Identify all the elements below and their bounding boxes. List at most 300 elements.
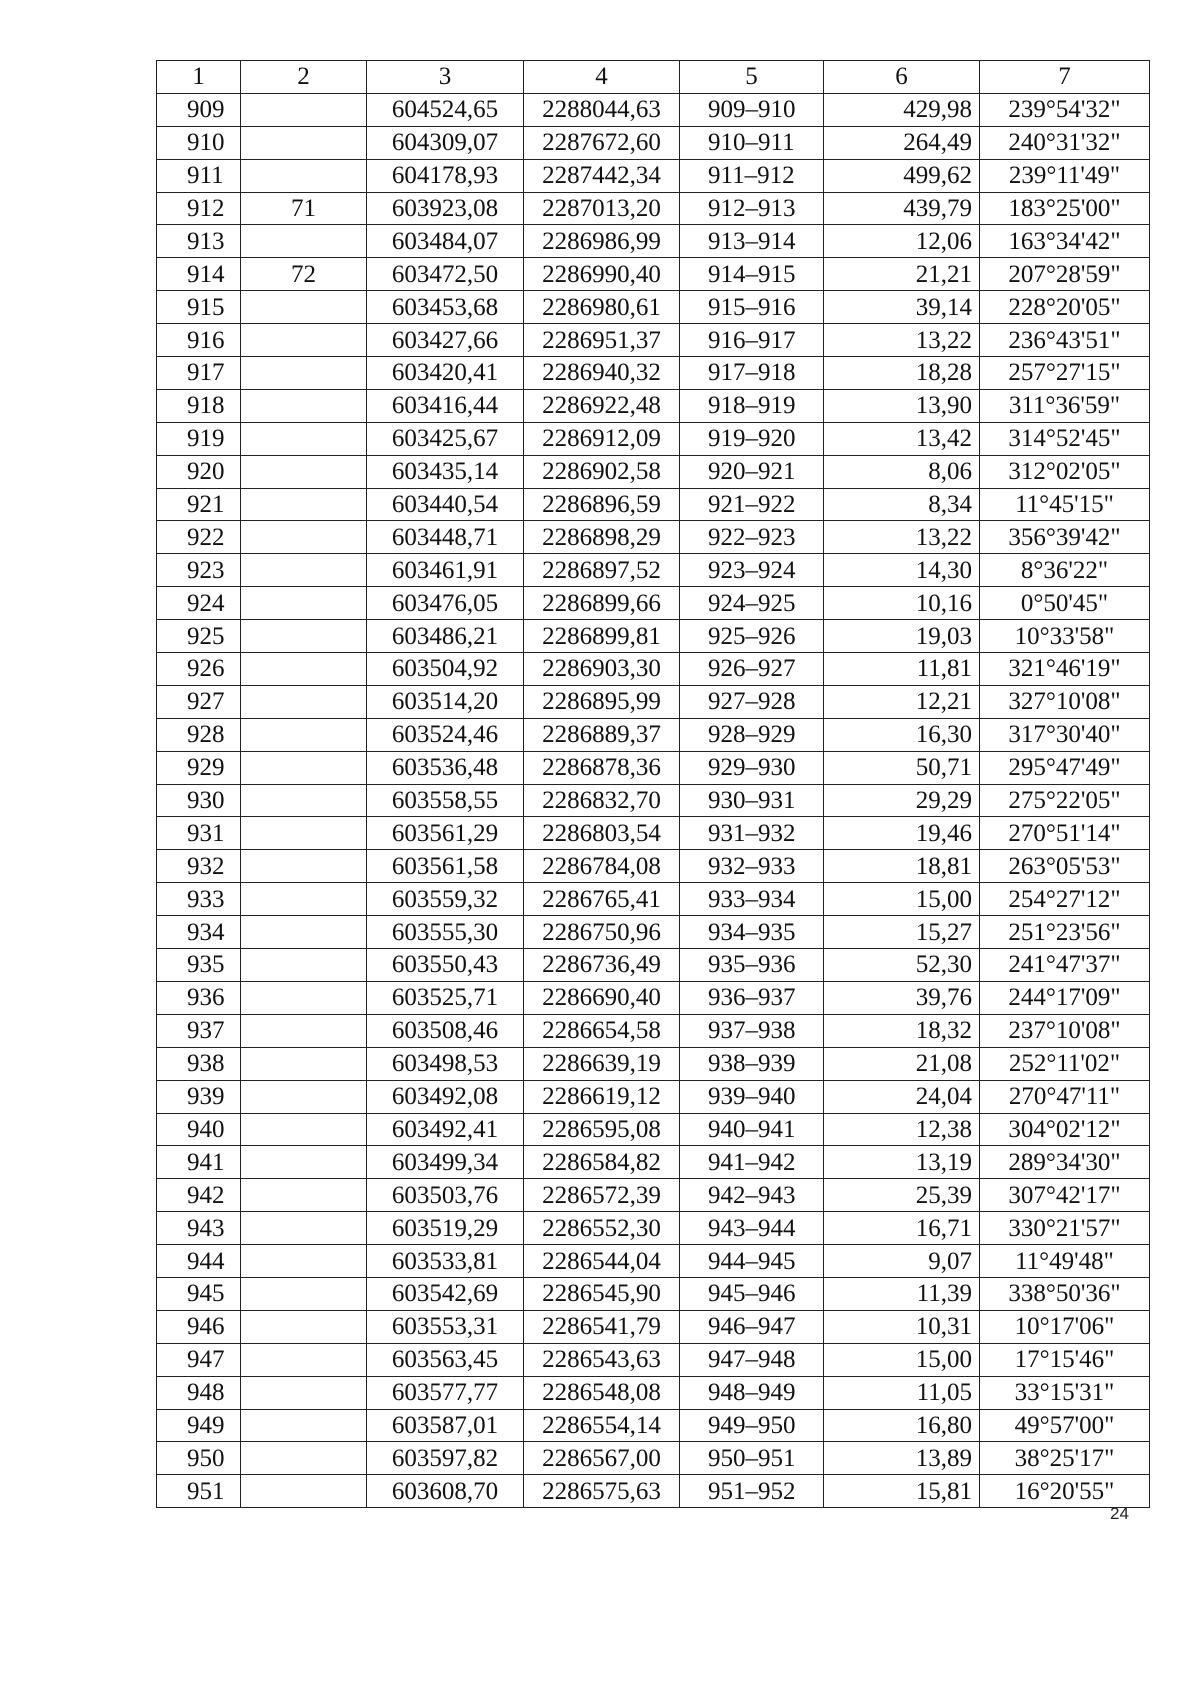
cell-ref-number [241, 981, 367, 1014]
cell-segment: 935–936 [680, 949, 824, 982]
cell-segment: 923–924 [680, 554, 824, 587]
cell-length: 10,31 [824, 1310, 980, 1343]
cell-bearing: 275°22'05" [980, 784, 1150, 817]
table-row [157, 784, 1150, 817]
cell-point-number: 923 [157, 554, 241, 587]
cell-point-number: 916 [157, 324, 241, 357]
cell-ref-number [241, 1146, 367, 1179]
cell-coord-x: 603533,81 [367, 1245, 524, 1278]
cell-bearing: 312°02'05" [980, 455, 1150, 488]
cell-point-number: 917 [157, 357, 241, 390]
column-header-6: 6 [824, 61, 980, 94]
cell-coord-y: 2286895,99 [524, 685, 680, 718]
cell-ref-number [241, 1409, 367, 1442]
cell-segment: 918–919 [680, 389, 824, 422]
cell-segment: 911–912 [680, 159, 824, 192]
cell-ref-number [241, 455, 367, 488]
cell-coord-x: 603923,08 [367, 192, 524, 225]
cell-ref-number [241, 1080, 367, 1113]
cell-coord-x: 603561,29 [367, 817, 524, 850]
cell-segment: 951–952 [680, 1475, 824, 1508]
cell-coord-y: 2286595,08 [524, 1113, 680, 1146]
cell-length: 15,00 [824, 1343, 980, 1376]
cell-segment: 915–916 [680, 291, 824, 324]
cell-bearing: 236°43'51" [980, 324, 1150, 357]
cell-bearing: 10°17'06" [980, 1310, 1150, 1343]
cell-segment: 945–946 [680, 1277, 824, 1310]
cell-point-number: 913 [157, 225, 241, 258]
cell-point-number: 939 [157, 1080, 241, 1113]
cell-bearing: 8°36'22" [980, 554, 1150, 587]
cell-ref-number [241, 488, 367, 521]
cell-coord-x: 603427,66 [367, 324, 524, 357]
cell-coord-y: 2286878,36 [524, 751, 680, 784]
cell-segment: 938–939 [680, 1047, 824, 1080]
cell-segment: 943–944 [680, 1212, 824, 1245]
cell-point-number: 932 [157, 850, 241, 883]
cell-length: 15,27 [824, 916, 980, 949]
cell-segment: 942–943 [680, 1179, 824, 1212]
cell-ref-number [241, 620, 367, 653]
cell-length: 13,22 [824, 521, 980, 554]
cell-length: 13,19 [824, 1146, 980, 1179]
table-row [157, 357, 1150, 390]
cell-coord-x: 603448,71 [367, 521, 524, 554]
table-row [157, 883, 1150, 916]
cell-segment: 939–940 [680, 1080, 824, 1113]
cell-coord-y: 2286896,59 [524, 488, 680, 521]
cell-coord-x: 603608,70 [367, 1475, 524, 1508]
table-row [157, 981, 1150, 1014]
cell-coord-x: 603476,05 [367, 587, 524, 620]
cell-point-number: 921 [157, 488, 241, 521]
table-row [157, 1014, 1150, 1047]
cell-ref-number [241, 1113, 367, 1146]
cell-bearing: 244°17'09" [980, 981, 1150, 1014]
cell-bearing: 0°50'45" [980, 587, 1150, 620]
cell-point-number: 950 [157, 1442, 241, 1475]
cell-coord-x: 603542,69 [367, 1277, 524, 1310]
cell-point-number: 910 [157, 126, 241, 159]
table-row [157, 620, 1150, 653]
cell-coord-x: 603577,77 [367, 1376, 524, 1409]
cell-length: 24,04 [824, 1080, 980, 1113]
cell-coord-y: 2286619,12 [524, 1080, 680, 1113]
column-header-2: 2 [241, 61, 367, 94]
cell-coord-y: 2286572,39 [524, 1179, 680, 1212]
cell-ref-number [241, 587, 367, 620]
cell-coord-x: 603563,45 [367, 1343, 524, 1376]
cell-length: 21,08 [824, 1047, 980, 1080]
cell-bearing: 183°25'00" [980, 192, 1150, 225]
cell-coord-y: 2286940,32 [524, 357, 680, 390]
cell-bearing: 33°15'31" [980, 1376, 1150, 1409]
cell-coord-x: 603536,48 [367, 751, 524, 784]
cell-coord-y: 2286980,61 [524, 291, 680, 324]
cell-coord-x: 603508,46 [367, 1014, 524, 1047]
cell-ref-number [241, 850, 367, 883]
table-row [157, 1113, 1150, 1146]
cell-point-number: 942 [157, 1179, 241, 1212]
cell-ref-number [241, 126, 367, 159]
cell-length: 18,28 [824, 357, 980, 390]
cell-segment: 928–929 [680, 718, 824, 751]
table-row [157, 751, 1150, 784]
cell-segment: 947–948 [680, 1343, 824, 1376]
cell-segment: 917–918 [680, 357, 824, 390]
cell-bearing: 49°57'00" [980, 1409, 1150, 1442]
cell-coord-x: 603416,44 [367, 389, 524, 422]
cell-ref-number [241, 685, 367, 718]
cell-ref-number [241, 291, 367, 324]
cell-ref-number [241, 93, 367, 126]
cell-coord-x: 603504,92 [367, 653, 524, 686]
cell-segment: 909–910 [680, 93, 824, 126]
cell-point-number: 918 [157, 389, 241, 422]
cell-point-number: 947 [157, 1343, 241, 1376]
table-row [157, 1179, 1150, 1212]
cell-segment: 941–942 [680, 1146, 824, 1179]
table-row [157, 93, 1150, 126]
cell-length: 11,39 [824, 1277, 980, 1310]
cell-point-number: 927 [157, 685, 241, 718]
cell-point-number: 946 [157, 1310, 241, 1343]
cell-coord-y: 2286951,37 [524, 324, 680, 357]
cell-coord-y: 2286803,54 [524, 817, 680, 850]
cell-point-number: 915 [157, 291, 241, 324]
cell-point-number: 933 [157, 883, 241, 916]
cell-coord-y: 2286986,99 [524, 225, 680, 258]
cell-length: 439,79 [824, 192, 980, 225]
cell-point-number: 935 [157, 949, 241, 982]
cell-bearing: 163°34'42" [980, 225, 1150, 258]
cell-coord-y: 2286902,58 [524, 455, 680, 488]
cell-bearing: 317°30'40" [980, 718, 1150, 751]
cell-point-number: 938 [157, 1047, 241, 1080]
cell-segment: 919–920 [680, 422, 824, 455]
cell-bearing: 254°27'12" [980, 883, 1150, 916]
cell-coord-y: 2286899,66 [524, 587, 680, 620]
cell-ref-number [241, 751, 367, 784]
cell-point-number: 920 [157, 455, 241, 488]
cell-bearing: 330°21'57" [980, 1212, 1150, 1245]
table-row [157, 1212, 1150, 1245]
cell-coord-x: 603514,20 [367, 685, 524, 718]
table-row [157, 916, 1150, 949]
cell-bearing: 270°47'11" [980, 1080, 1150, 1113]
cell-point-number: 909 [157, 93, 241, 126]
table-row [157, 1245, 1150, 1278]
cell-segment: 948–949 [680, 1376, 824, 1409]
cell-ref-number [241, 1343, 367, 1376]
cell-coord-y: 2286898,29 [524, 521, 680, 554]
cell-length: 12,21 [824, 685, 980, 718]
cell-point-number: 924 [157, 587, 241, 620]
cell-bearing: 38°25'17" [980, 1442, 1150, 1475]
cell-length: 19,03 [824, 620, 980, 653]
cell-segment: 937–938 [680, 1014, 824, 1047]
column-header-4: 4 [524, 61, 680, 94]
cell-coord-y: 2286575,63 [524, 1475, 680, 1508]
table-row [157, 422, 1150, 455]
cell-coord-y: 2286990,40 [524, 258, 680, 291]
table-row [157, 291, 1150, 324]
cell-point-number: 928 [157, 718, 241, 751]
cell-coord-y: 2286832,70 [524, 784, 680, 817]
cell-coord-x: 603550,43 [367, 949, 524, 982]
cell-bearing: 11°49'48" [980, 1245, 1150, 1278]
cell-segment: 916–917 [680, 324, 824, 357]
cell-coord-x: 603597,82 [367, 1442, 524, 1475]
cell-coord-x: 603553,31 [367, 1310, 524, 1343]
cell-coord-x: 603425,67 [367, 422, 524, 455]
cell-point-number: 930 [157, 784, 241, 817]
cell-length: 13,90 [824, 389, 980, 422]
cell-bearing: 239°54'32" [980, 93, 1150, 126]
cell-point-number: 911 [157, 159, 241, 192]
table-row [157, 1343, 1150, 1376]
cell-segment: 931–932 [680, 817, 824, 850]
cell-coord-y: 2286897,52 [524, 554, 680, 587]
table-row [157, 653, 1150, 686]
cell-segment: 932–933 [680, 850, 824, 883]
cell-length: 25,39 [824, 1179, 980, 1212]
cell-segment: 936–937 [680, 981, 824, 1014]
cell-point-number: 914 [157, 258, 241, 291]
cell-length: 8,06 [824, 455, 980, 488]
cell-point-number: 945 [157, 1277, 241, 1310]
cell-coord-x: 603435,14 [367, 455, 524, 488]
cell-segment: 950–951 [680, 1442, 824, 1475]
cell-point-number: 951 [157, 1475, 241, 1508]
cell-ref-number [241, 949, 367, 982]
cell-length: 12,38 [824, 1113, 980, 1146]
cell-ref-number [241, 521, 367, 554]
cell-coord-y: 2286639,19 [524, 1047, 680, 1080]
cell-segment: 926–927 [680, 653, 824, 686]
table-row [157, 521, 1150, 554]
cell-point-number: 941 [157, 1146, 241, 1179]
table-row [157, 850, 1150, 883]
cell-point-number: 948 [157, 1376, 241, 1409]
cell-coord-y: 2286541,79 [524, 1310, 680, 1343]
cell-ref-number [241, 389, 367, 422]
cell-length: 11,81 [824, 653, 980, 686]
cell-bearing: 295°47'49" [980, 751, 1150, 784]
column-header-1: 1 [157, 61, 241, 94]
cell-point-number: 944 [157, 1245, 241, 1278]
cell-length: 18,32 [824, 1014, 980, 1047]
cell-coord-x: 603519,29 [367, 1212, 524, 1245]
cell-segment: 924–925 [680, 587, 824, 620]
cell-point-number: 912 [157, 192, 241, 225]
cell-length: 499,62 [824, 159, 980, 192]
cell-point-number: 926 [157, 653, 241, 686]
cell-ref-number [241, 883, 367, 916]
cell-segment: 934–935 [680, 916, 824, 949]
cell-length: 39,76 [824, 981, 980, 1014]
cell-coord-y: 2286548,08 [524, 1376, 680, 1409]
table-row [157, 1376, 1150, 1409]
table-row [157, 126, 1150, 159]
cell-ref-number: 71 [241, 192, 367, 225]
table-row [157, 1277, 1150, 1310]
cell-length: 15,81 [824, 1475, 980, 1508]
cell-point-number: 949 [157, 1409, 241, 1442]
cell-coord-x: 604178,93 [367, 159, 524, 192]
cell-coord-y: 2286750,96 [524, 916, 680, 949]
cell-ref-number [241, 225, 367, 258]
cell-ref-number [241, 1475, 367, 1508]
cell-point-number: 931 [157, 817, 241, 850]
cell-point-number: 922 [157, 521, 241, 554]
cell-ref-number: 72 [241, 258, 367, 291]
cell-coord-y: 2286554,14 [524, 1409, 680, 1442]
table-row [157, 389, 1150, 422]
table-row [157, 685, 1150, 718]
table-row [157, 1409, 1150, 1442]
cell-bearing: 338°50'36" [980, 1277, 1150, 1310]
table-row [157, 949, 1150, 982]
cell-point-number: 943 [157, 1212, 241, 1245]
table-row [157, 1047, 1150, 1080]
cell-coord-y: 2286889,37 [524, 718, 680, 751]
cell-length: 13,22 [824, 324, 980, 357]
cell-bearing: 207°28'59" [980, 258, 1150, 291]
cell-length: 429,98 [824, 93, 980, 126]
cell-coord-y: 2286736,49 [524, 949, 680, 982]
cell-length: 15,00 [824, 883, 980, 916]
cell-coord-x: 604309,07 [367, 126, 524, 159]
cell-ref-number [241, 1212, 367, 1245]
cell-length: 10,16 [824, 587, 980, 620]
column-header-5: 5 [680, 61, 824, 94]
cell-coord-x: 603558,55 [367, 784, 524, 817]
cell-segment: 927–928 [680, 685, 824, 718]
cell-coord-x: 603498,53 [367, 1047, 524, 1080]
cell-ref-number [241, 916, 367, 949]
cell-point-number: 936 [157, 981, 241, 1014]
table-row [157, 1146, 1150, 1179]
cell-segment: 922–923 [680, 521, 824, 554]
cell-ref-number [241, 653, 367, 686]
cell-coord-y: 2287672,60 [524, 126, 680, 159]
cell-length: 19,46 [824, 817, 980, 850]
cell-bearing: 289°34'30" [980, 1146, 1150, 1179]
cell-bearing: 10°33'58" [980, 620, 1150, 653]
cell-bearing: 11°45'15" [980, 488, 1150, 521]
cell-coord-x: 603440,54 [367, 488, 524, 521]
column-header-3: 3 [367, 61, 524, 94]
column-header-7: 7 [980, 61, 1150, 94]
cell-ref-number [241, 1047, 367, 1080]
cell-ref-number [241, 357, 367, 390]
cell-coord-x: 603561,58 [367, 850, 524, 883]
cell-coord-y: 2286544,04 [524, 1245, 680, 1278]
table-row [157, 192, 1150, 225]
cell-bearing: 17°15'46" [980, 1343, 1150, 1376]
cell-ref-number [241, 554, 367, 587]
cell-segment: 914–915 [680, 258, 824, 291]
cell-bearing: 241°47'37" [980, 949, 1150, 982]
cell-segment: 944–945 [680, 1245, 824, 1278]
cell-bearing: 307°42'17" [980, 1179, 1150, 1212]
cell-point-number: 934 [157, 916, 241, 949]
table-row [157, 587, 1150, 620]
cell-coord-y: 2286765,41 [524, 883, 680, 916]
cell-ref-number [241, 784, 367, 817]
cell-ref-number [241, 1014, 367, 1047]
cell-coord-y: 2286690,40 [524, 981, 680, 1014]
cell-length: 11,05 [824, 1376, 980, 1409]
cell-bearing: 16°20'55" [980, 1475, 1150, 1508]
cell-length: 13,89 [824, 1442, 980, 1475]
cell-length: 50,71 [824, 751, 980, 784]
cell-ref-number [241, 1277, 367, 1310]
page-number: 24 [1110, 1504, 1129, 1523]
cell-coord-y: 2288044,63 [524, 93, 680, 126]
cell-coord-y: 2286903,30 [524, 653, 680, 686]
header-row [157, 61, 1150, 94]
cell-coord-x: 603453,68 [367, 291, 524, 324]
cell-ref-number [241, 817, 367, 850]
cell-ref-number [241, 1245, 367, 1278]
cell-coord-x: 603492,41 [367, 1113, 524, 1146]
cell-point-number: 940 [157, 1113, 241, 1146]
coordinates-table [156, 60, 1150, 1508]
cell-coord-x: 603499,34 [367, 1146, 524, 1179]
table-row [157, 718, 1150, 751]
cell-length: 9,07 [824, 1245, 980, 1278]
cell-length: 39,14 [824, 291, 980, 324]
cell-ref-number [241, 324, 367, 357]
cell-ref-number [241, 1179, 367, 1212]
cell-segment: 940–941 [680, 1113, 824, 1146]
table-row [157, 258, 1150, 291]
table-row [157, 488, 1150, 521]
cell-bearing: 304°02'12" [980, 1113, 1150, 1146]
cell-bearing: 314°52'45" [980, 422, 1150, 455]
cell-coord-y: 2286567,00 [524, 1442, 680, 1475]
cell-point-number: 937 [157, 1014, 241, 1047]
cell-bearing: 270°51'14" [980, 817, 1150, 850]
cell-coord-x: 603555,30 [367, 916, 524, 949]
table-row [157, 554, 1150, 587]
cell-bearing: 252°11'02" [980, 1047, 1150, 1080]
table-row [157, 225, 1150, 258]
cell-bearing: 239°11'49" [980, 159, 1150, 192]
cell-bearing: 356°39'42" [980, 521, 1150, 554]
cell-coord-x: 603525,71 [367, 981, 524, 1014]
cell-coord-x: 603503,76 [367, 1179, 524, 1212]
cell-coord-y: 2287013,20 [524, 192, 680, 225]
cell-segment: 929–930 [680, 751, 824, 784]
cell-bearing: 311°36'59" [980, 389, 1150, 422]
cell-coord-y: 2287442,34 [524, 159, 680, 192]
cell-coord-x: 603420,41 [367, 357, 524, 390]
cell-coord-x: 603484,07 [367, 225, 524, 258]
cell-segment: 925–926 [680, 620, 824, 653]
cell-length: 52,30 [824, 949, 980, 982]
cell-ref-number [241, 1442, 367, 1475]
cell-length: 14,30 [824, 554, 980, 587]
cell-bearing: 251°23'56" [980, 916, 1150, 949]
cell-segment: 949–950 [680, 1409, 824, 1442]
cell-coord-y: 2286922,48 [524, 389, 680, 422]
cell-bearing: 321°46'19" [980, 653, 1150, 686]
cell-point-number: 919 [157, 422, 241, 455]
cell-segment: 930–931 [680, 784, 824, 817]
